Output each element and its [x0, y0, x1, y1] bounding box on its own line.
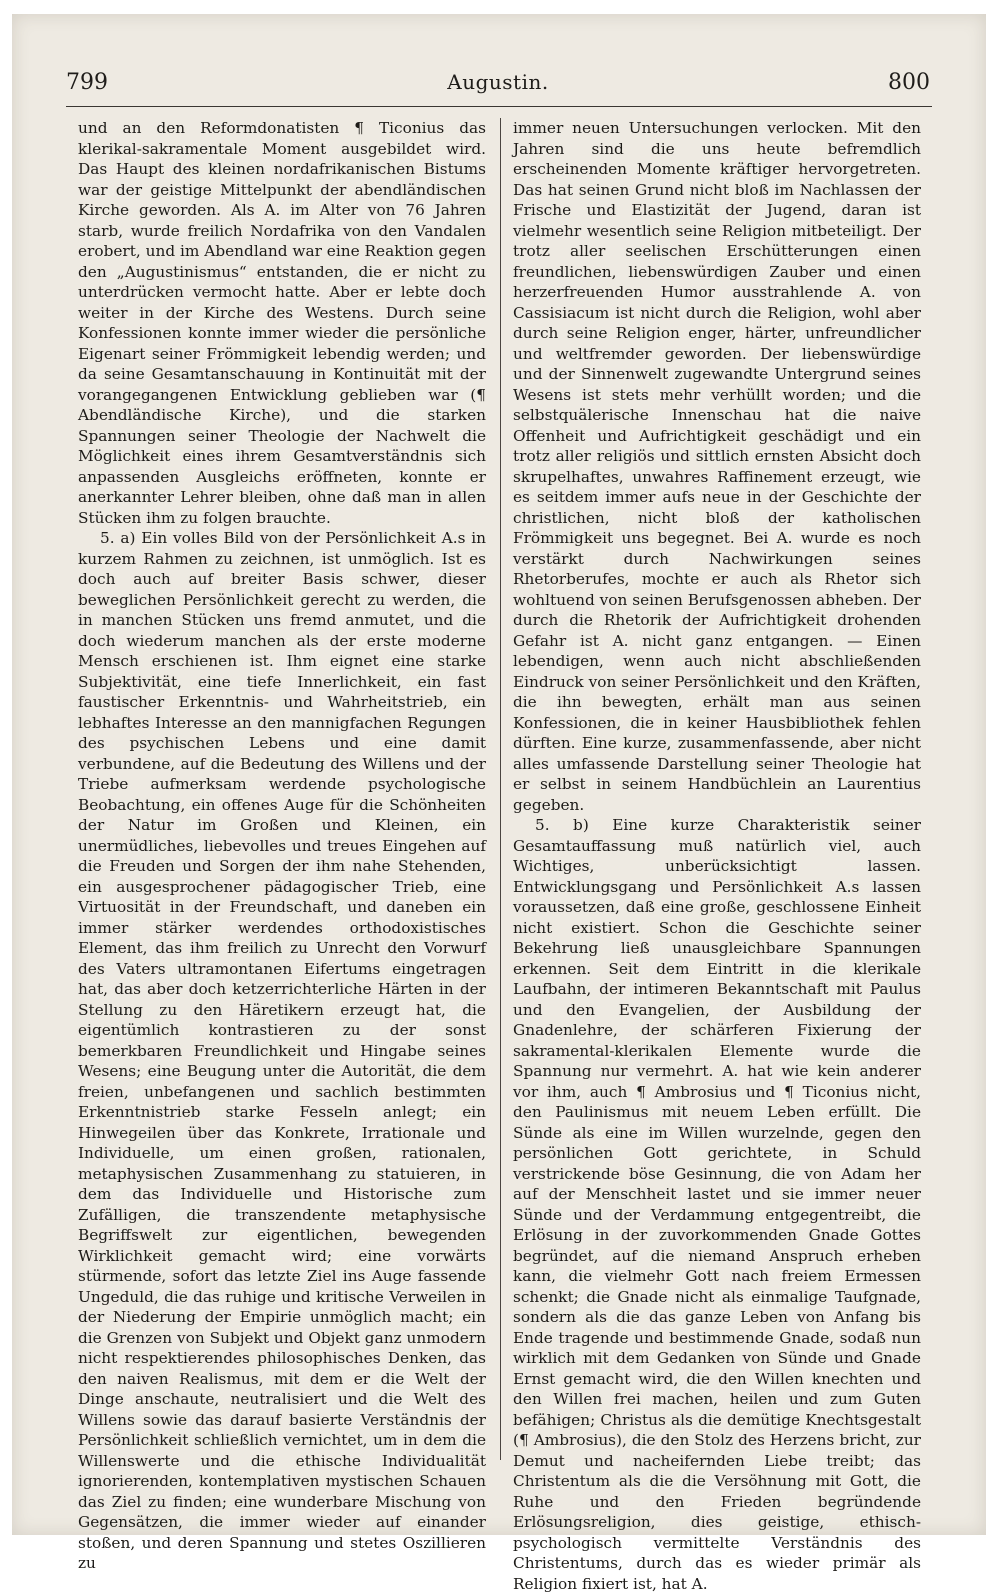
- page-number-right: 800: [888, 70, 930, 95]
- column-divider: [500, 118, 501, 1460]
- page-header: [66, 70, 930, 102]
- header-rule: [66, 106, 932, 107]
- paragraph: und an den Reformdonatisten ¶ Ticonius das klerikal-sakramentale Moment ausgebildet wird. Das Haupt des kleinen nordafrikanischen Bistums war der geistige Mittelpunkt der abendländischen Kirche geworden. Als A. im Alter von 76 Jahren starb, wurde freilich Nordafrika von den Vandalen erobert, und im Abendland war eine Reaktion gegen den „Augustinismus“ entstanden, die er nicht zu unterdrücken vermocht hatte. Aber er lebte doch weiter in der Kirche des Westens. Durch seine Konfessionen konnte immer wieder die persönliche Eigenart seiner Frömmigkeit lebendig werden; und da seine Gesamtanschauung in Kontinuität mit der vorangegangenen Entwicklung geblieben war (¶ Abendländische Kirche), und die starken Spannungen seiner Theologie der Nachwelt die Möglichkeit eines ihrem Gesamtverständnis sich anpassenden Ausgleichs eröffneten, konnte er anerkannter Lehrer bleiben, ohne daß man in allen Stücken ihm zu folgen brauchte.: [78, 119, 486, 527]
- running-title: Augustin.: [447, 70, 549, 94]
- left-column: [78, 118, 486, 1574]
- paragraph: immer neuen Untersuchungen verlocken. Mit den Jahren sind die uns heute befremdlich erscheinenden Momente kräftiger hervorgetreten. Das hat seinen Grund nicht bloß im Nachlassen der Frische und Elastizität der Jugend, daran ist vielmehr wesentlich seine Religion mitbeteiligt. Der trotz aller seelischen Erschütterungen einen freundlichen, liebenswürdigen Zauber und einen herzerfreuenden Humor ausstrahlende A. von Cassisiacum ist nicht durch die Religion, wohl aber durch seine Religion enger, härter, unfreundlicher und weltfremder geworden. Der liebenswürdige und der Sinnenwelt zugewandte Untergrund seines Wesens ist stets mehr verhüllt worden; und die selbstquälerische Innenschau hat die naive Offenheit und Aufrichtigkeit geschädigt und ein trotz aller religiös und sittlich ernsten Absicht doch skrupelhaftes, unwahres Raffinement erzeugt, wie es seitdem immer aufs neue in der Geschichte der christlichen, nicht bloß der katholischen Frömmigkeit uns begegnet. Bei A. wurde es noch verstärkt durch Nachwirkungen seines Rhetorberufes, mochte er auch als Rhetor sich wohltuend von seinen Berufsgenossen abheben. Der durch die Rhetorik der Aufrichtigkeit drohenden Gefahr ist A. nicht ganz entgangen. — Einen lebendigen, wenn auch nicht abschließenden Eindruck von seiner Persönlichkeit und den Kräften, die ihn bewegten, erhält man aus seinen Konfessionen, die in keiner Hausbibliothek fehlen dürften. Eine kurze, zusammenfassende, aber nicht alles umfassende Darstellung seiner Theologie hat er selbst in seinem Handbüchlein an Laurentius gegeben.: [513, 119, 921, 814]
- paragraph: 5. a) Ein volles Bild von der Persönlichkeit A.s in kurzem Rahmen zu zeichnen, ist unmöglich. Ist es doch auch auf breiter Basis schwer, dieser beweglichen Persönlichkeit gerecht zu werden, die in manchen Stücken uns fremd anmutet, und die doch wiederum manchen als der erste moderne Mensch erschienen ist. Ihm eignet eine starke Subjektivität, eine tiefe Innerlichkeit, ein fast faustischer Erkenntnis- und Wahrheitstrieb, ein lebhaftes Interesse an den mannigfachen Regungen des psychischen Lebens und eine damit verbundene, auf die Bedeutung des Willens und der Triebe aufmerksam werdende psychologische Beobachtung, ein offenes Auge für die Schönheiten der Natur im Großen und Kleinen, ein unermüdliches, liebevolles und treues Eingehen auf die Freuden und Sorgen der ihm nahe Stehenden, ein ausgesprochener pädagogischer Trieb, eine Virtuosität in der Freundschaft, und daneben ein immer stärker werdendes orthodoxistisches Element, das ihm freilich zu Unrecht den Vorwurf des Vaters ultramontanen Eifertums eingetragen hat, das aber doch ketzerrichterliche Härten in der Stellung zu den Häretikern erzeugt hat, die eigentümlich kontrastieren zu der sonst bemerkbaren Freundlichkeit und Hingabe seines Wesens; eine Beugung unter die Autorität, die dem freien, unbefangenen und sachlich bestimmten Erkenntnistrieb starke Fesseln anlegt; ein Hinwegeilen über das Konkrete, Irrationale und Individuelle, um einen großen, rationalen, metaphysischen Zusammenhang zu statuieren, in dem das Individuelle und Historische zum Zufälligen, die transzendente metaphysische Begriffswelt zur eigentlichen, bewegenden Wirklichkeit gemacht wird; eine vorwärts stürmende, sofort das letzte Ziel ins Auge fassende Ungeduld, die das ruhige und kritische Verweilen in der Niederung der Empirie unmöglich macht; ein die Grenzen von Subjekt und Objekt ganz unmodern nicht respektierendes philosophisches Denken, das den naiven Realismus, mit dem er die Welt der Dinge anschaute, neutralisiert und die Welt des Willens sowie das darauf basierte Verständnis der Persönlichkeit schließlich vernichtet, um in dem die Willenswerte und die ethische Individualität ignorierenden, kontemplativen mystischen Schauen das Ziel zu finden; eine wunderbare Mischung von Gegensätzen, die immer wieder auf einander stoßen, und deren Spannung und stetes Oszillieren zu: [78, 529, 486, 1572]
- right-column: [513, 118, 921, 1594]
- page-number-left: 799: [66, 70, 108, 95]
- paragraph: 5. b) Eine kurze Charakteristik seiner Gesamtauffassung muß natürlich viel, auch Wichtiges, unberücksichtigt lassen. Entwicklungsgang und Persönlichkeit A.s lassen voraussetzen, daß eine große, geschlossene Einheit nicht existiert. Schon die Geschichte seiner Bekehrung ließ unausgleichbare Spannungen erkennen. Seit dem Eintritt in die klerikale Laufbahn, der intimeren Bekanntschaft mit Paulus und den Evangelien, der Ausbildung der Gnadenlehre, der schärferen Fixierung der sakramental-klerikalen Elemente wurde die Spannung nur vermehrt. A. hat wie kein anderer vor ihm, auch ¶ Ambrosius und ¶ Ticonius nicht, den Paulinismus mit neuem Leben erfüllt. Die Sünde als eine im Willen wurzelnde, gegen den persönlichen Gott gerichtete, in Schuld verstrickende böse Gesinnung, die von Adam her auf der Menschheit lastet und sie immer neuer Sünde und der Verdammung entgegentreibt, die Erlösung in der zuvorkommenden Gnade Gottes begründet, auf die niemand Anspruch erheben kann, die vielmehr Gott nach freiem Ermessen schenkt; die Gnade nicht als einmalige Taufgnade, sondern als die das ganze Leben von Anfang bis Ende tragende und bestimmende Gnade, sodaß nun wirklich mit dem Gedanken von Sünde und Gnade Ernst gemacht wird, die den Willen knechten und den Willen frei machen, heilen und zum Guten befähigen; Christus als die demütige Knechtsgestalt (¶ Ambrosius), die den Stolz des Herzens bricht, zur Demut und nacheifernden Liebe treibt; das Christentum als die die Versöhnung mit Gott, die Ruhe und den Frieden begründende Erlösungsreligion, dies geistige, ethisch-psychologisch vermittelte Verständnis des Christentums, durch das es wieder primär als Religion fixiert ist, hat A.: [513, 816, 921, 1593]
